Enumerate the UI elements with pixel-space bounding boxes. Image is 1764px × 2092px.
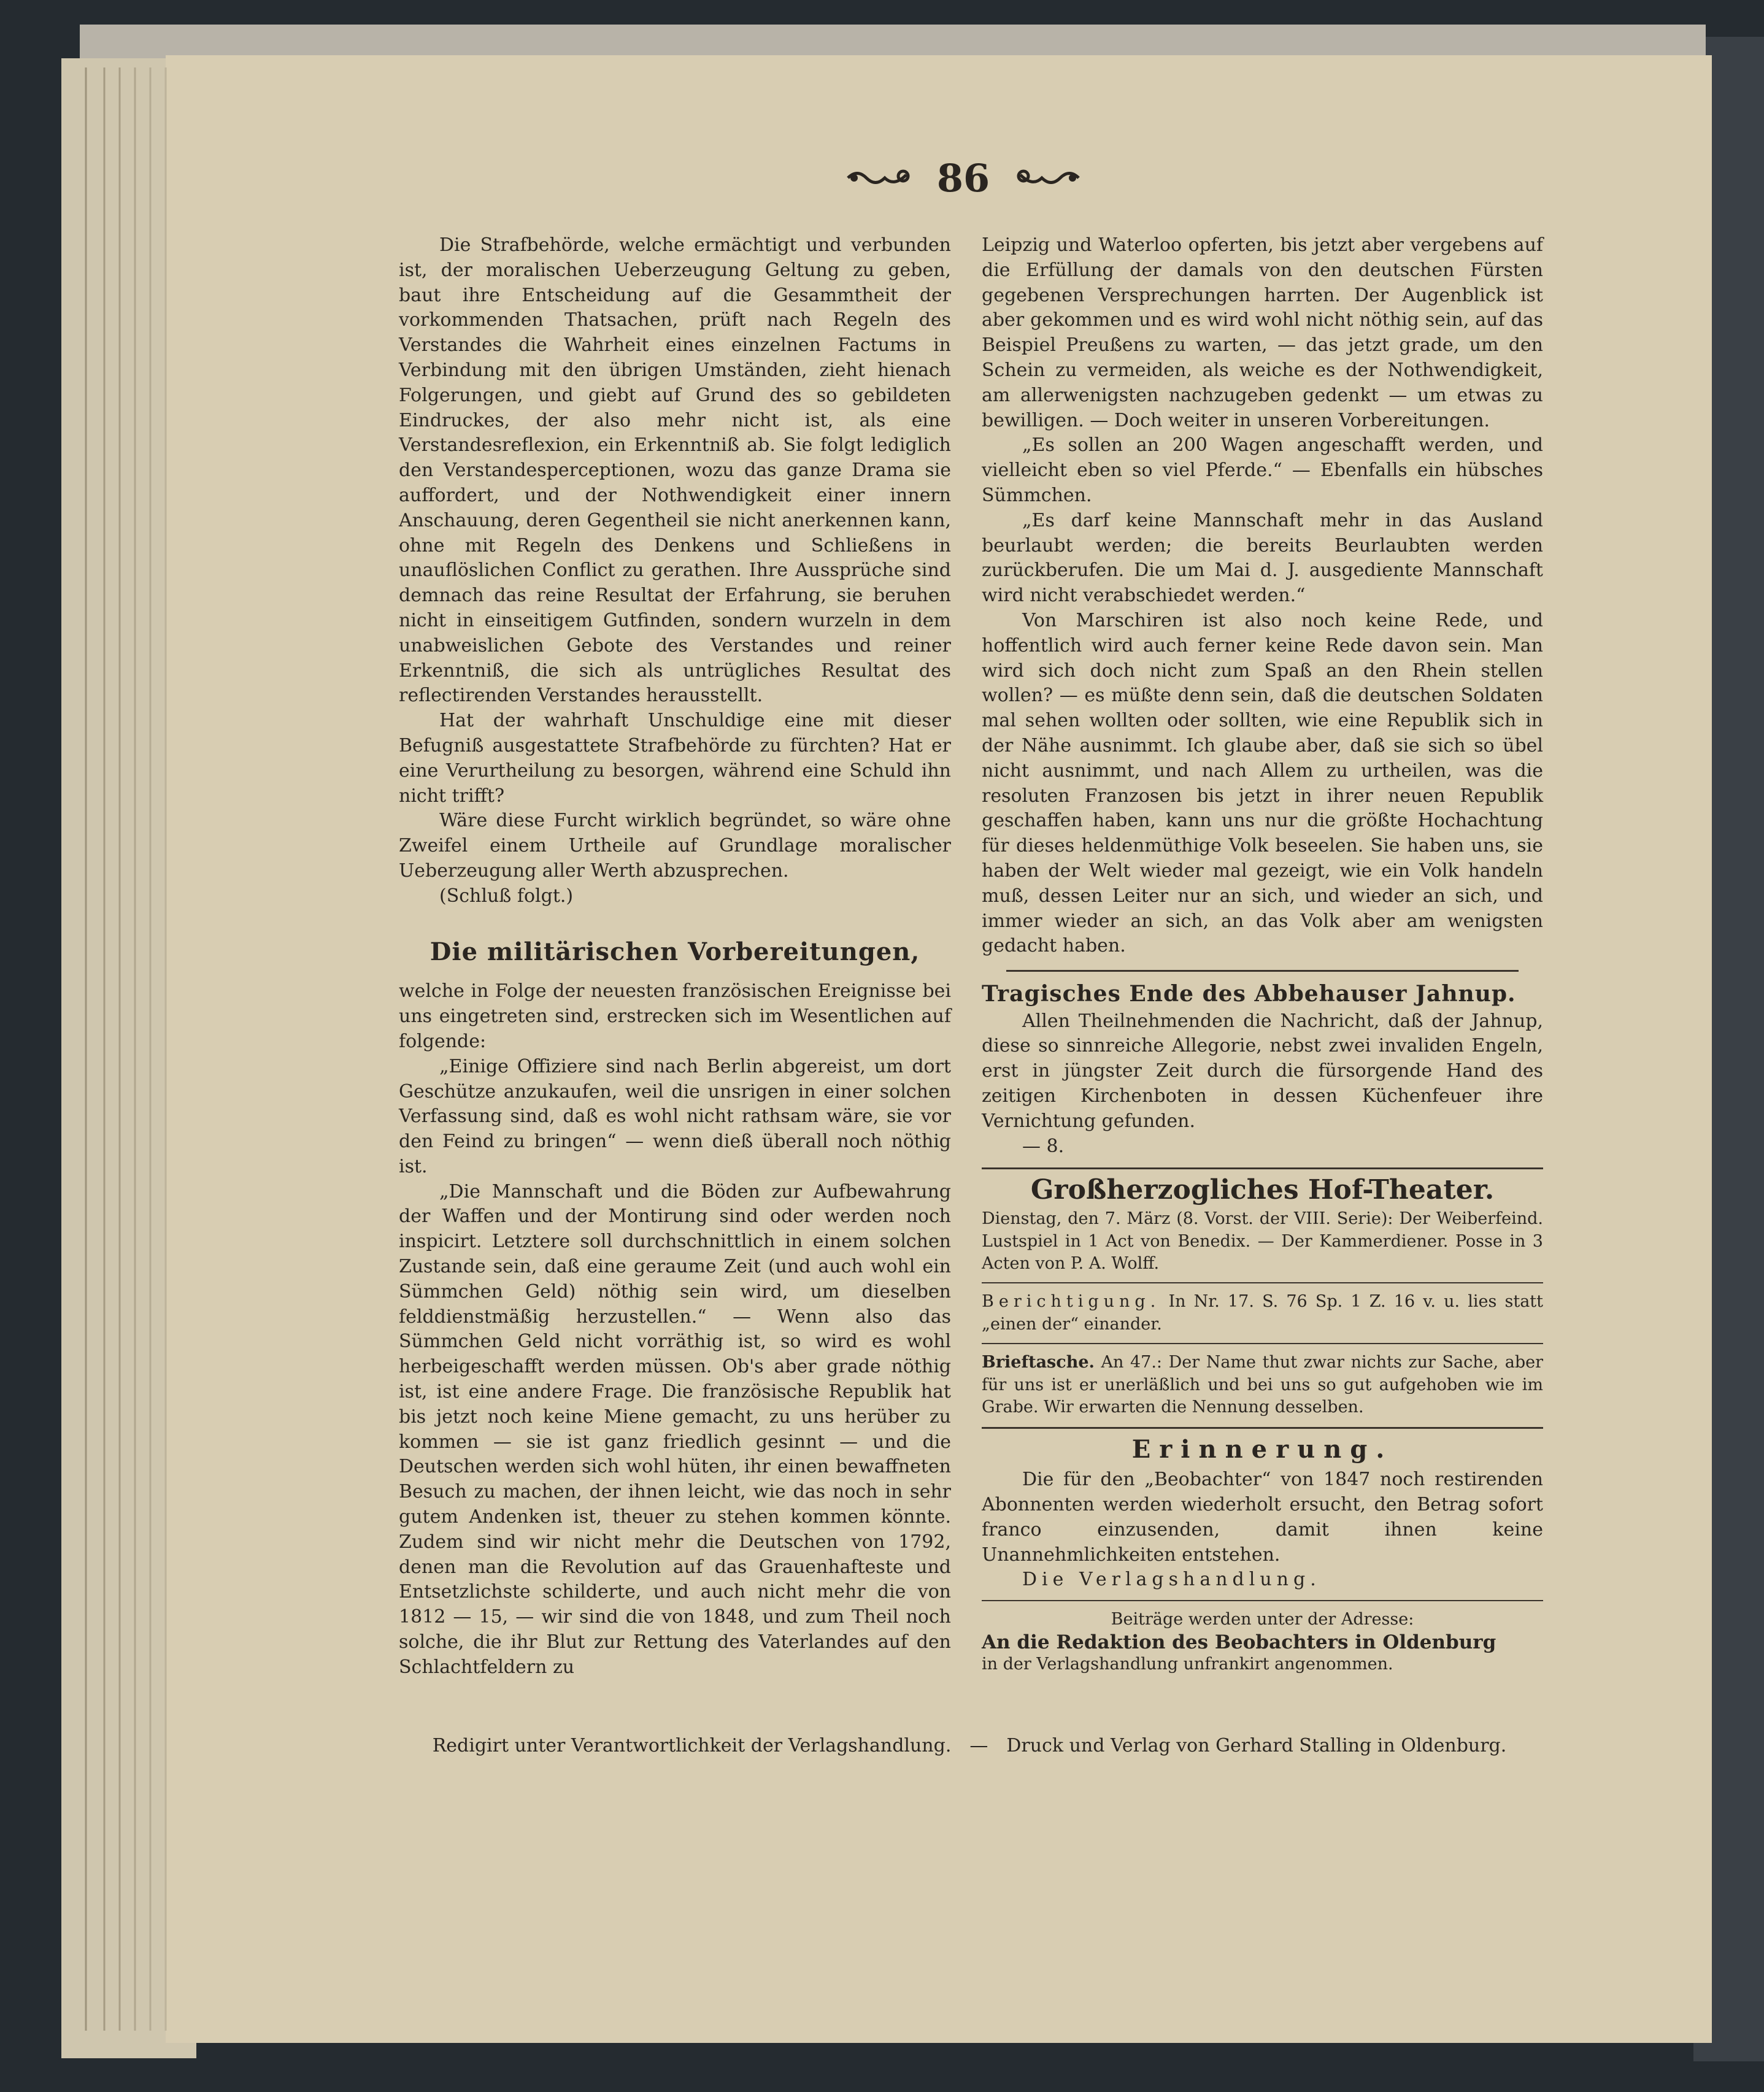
page-edges bbox=[61, 67, 184, 2031]
page-number: 86 bbox=[936, 155, 990, 201]
theater-title: Großherzogliches Hof-Theater. bbox=[1030, 1174, 1495, 1206]
erinnerung-title: Erinnerung. bbox=[1131, 1435, 1393, 1464]
ornament-right-icon bbox=[1014, 163, 1082, 193]
continuation-note: (Schluß folgt.) bbox=[439, 885, 574, 907]
paragraph: welche in Folge der neuesten französischen Ereignisse bei uns eingetreten sind, erstrecken sich im Wesentlichen auf folgende: bbox=[399, 980, 951, 1052]
footer-right: Druck und Verlag von Gerhard Stalling in Oldenburg. bbox=[1006, 1735, 1507, 1756]
divider bbox=[982, 1343, 1543, 1344]
left-column bbox=[399, 233, 951, 1680]
theater-notice bbox=[982, 1208, 1543, 1275]
brieftasche-notice bbox=[982, 1352, 1543, 1418]
erinnerung-text: Die für den „Beobachter“ von 1847 noch restirenden Abonnenten werden wiederholt ersucht, den Betrag sofort franco einzusenden, damit ihnen keine Unannehmlichkeiten entstehen. bbox=[982, 1469, 1543, 1566]
page-number-header bbox=[834, 153, 1092, 202]
paragraph: Leipzig und Waterloo opferten, bis jetzt aber vergebens auf die Erfüllung der damals von den deutschen Fürsten gegebenen Versprechungen harrten. Der Augenblick ist aber gekommen und es wird wohl nicht nöthig sein, auf das Beispiel Preußens zu warten, — das jetzt grade, um den Schein zu vermeiden, als weiche es der Nothwendigkeit, am allerwenigsten nachzugeben gedenkt — um etwas zu bewilligen. — Doch weiter in unseren Vorbereitungen. bbox=[982, 234, 1543, 431]
beitraege-notice bbox=[982, 1609, 1543, 1675]
divider bbox=[982, 1427, 1543, 1429]
divider bbox=[1006, 970, 1519, 972]
paragraph: „Einige Offiziere sind nach Berlin abgereist, um dort Geschütze anzukaufen, weil die unsrigen in einer solchen Verfassung sind, daß es wohl nicht rathsam wäre, sie vor den Feind zu bringen“ — wenn dieß überall noch nöthig ist. bbox=[399, 1055, 951, 1177]
paragraph: Von Marschiren ist also noch keine Rede, und hoffentlich wird auch ferner keine Rede davon sein. Man wird sich doch nicht zum Spaß an den Rhein stellen wollen? — es müßte denn sein, daß die deutschen Soldaten mal sehen wollten oder sollten, wie eine Republik sich in der Nähe ausnimmt. Ich glaube aber, daß sie sich so übel nicht ausnimmt, und nach Allem zu urtheilen, was die resoluten Franzosen bis jetzt in ihrer neuen Republik geschaffen haben, kann uns nur die größte Hochachtung für dieses heldenmüthige Volk beseelen. Sie haben uns, sie haben der Welt wieder mal gezeigt, wie ein Volk handeln muß, dessen Leiter nur an sich, und wieder an sich, und immer wieder an sich, an das Volk aber am wenigsten gedacht haben. bbox=[982, 609, 1543, 957]
beitraege-line: in der Verlagshandlung unfrankirt angenommen. bbox=[982, 1654, 1393, 1674]
brieftasche-label: Brieftasche. bbox=[982, 1353, 1095, 1372]
theater-text: Dienstag, den 7. März (8. Vorst. der VIII. Serie): Der Weiberfeind. Lustspiel in 1 Act von Benedix. — Der Kammerdiener. Posse in 3 Acten von P. A. Wolff. bbox=[982, 1209, 1543, 1273]
brieftasche-text: An 47.: Der Name thut zwar nichts zur Sache, aber für uns ist er unerläßlich und bei uns so gut aufgehoben wie im Grabe. Wir erwarten die Nennung desselben. bbox=[982, 1353, 1544, 1417]
berichtigung-text: In Nr. 17. S. 76 Sp. 1 Z. 16 v. u. lies statt „einen der“ einander. bbox=[982, 1292, 1543, 1334]
signature: — 8. bbox=[1022, 1135, 1065, 1157]
berichtigung-label: Berichtigung. bbox=[982, 1292, 1161, 1312]
divider bbox=[982, 1600, 1543, 1601]
paragraph: Hat der wahrhaft Unschuldige eine mit dieser Befugniß ausgestattete Strafbehörde zu fürchten? Hat er eine Verurtheilung zu besorgen, während eine Schuld ihn nicht trifft? bbox=[399, 710, 951, 807]
beitraege-address: An die Redaktion des Beobachters in Oldenburg bbox=[982, 1631, 1496, 1653]
ornament-left-icon bbox=[845, 163, 912, 193]
paragraph: Die Strafbehörde, welche ermächtigt und verbunden ist, der moralischen Ueberzeugung Geltung zu geben, baut ihre Entscheidung auf die Gesammtheit der vorkommenden Thatsachen, prüft nach Regeln des Verstandes die Wahrheit eines einzelnen Factums in Verbindung mit den übrigen Umständen, zieht hienach Folgerungen, und giebt auf Grund des so gebildeten Eindruckes, der also mehr nicht ist, als eine Verstandesreflexion, ein Erkenntniß ab. Sie folgt lediglich den Verstandesperceptionen, wozu das ganze Drama sie auffordert, und der Nothwendigkeit einer innern Anschauung, deren Gegentheil sie nicht anerkennen kann, ohne mit Regeln des Denkens und Schließens in unauflöslichen Conflict zu gerathen. Ihre Aussprüche sind demnach das reine Resultat der Erfahrung, sie beruhen nicht in einseitigem Gutfinden, sondern wurzeln in dem unabweislichen Gebote des Verstandes und reiner Erkenntniß, die sich als untrügliches Resultat des reflectirenden Verstandes herausstellt. bbox=[399, 234, 951, 707]
footer-left: Redigirt unter Verantwortlichkeit der Verlagshandlung. bbox=[432, 1735, 952, 1756]
erinnerung-signature: Die Verlagshandlung. bbox=[1022, 1569, 1321, 1591]
divider bbox=[982, 1167, 1543, 1169]
tragic-heading: Tragisches Ende des Abbehauser Jahnup. bbox=[982, 981, 1516, 1007]
paragraph: „Die Mannschaft und die Böden zur Aufbewahrung der Waffen und der Montirung sind oder werden noch inspicirt. Letztere soll durchschnittlich in einem solchen Zustande sein, daß eine geraume Zeit (und auch wohl ein Sümmchen Geld) nöthig sein wird, um dieselben felddienstmäßig herzustellen.“ — Wenn also das Sümmchen Geld nicht vorräthig ist, so wird es wohl herbeigeschafft werden müssen. Ob's aber grade nöthig ist, ist eine andere Frage. Die französische Republik hat bis jetzt noch keine Miene gemacht, zu uns herüber zu kommen — sie ist ganz friedlich gesinnt — und die Deutschen werden sich wohl hüten, ihr einen bewaffneten Besuch zu machen, der ihnen leicht, wie das noch in sehr gutem Andenken ist, theuer zu stehen kommen könnte. Zudem sind wir nicht mehr die Deutschen von 1792, denen man die Revolution auf das Grauenhafteste und Entsetzlichste schilderte, und auch nicht mehr die von 1812 — 15, — wir sind die von 1848, und zum Theil noch solche, die ihr Blut zur Rettung des Vaterlandes auf den Schlachtfeldern zu bbox=[399, 1180, 951, 1678]
paragraph: Wäre diese Furcht wirklich begründet, so wäre ohne Zweifel einem Urtheile auf Grundlage moralischer Ueberzeugung aller Werth abzusprechen. bbox=[399, 810, 951, 882]
paragraph: Allen Theilnehmenden die Nachricht, daß der Jahnup, diese so sinnreiche Allegorie, nebst zwei invaliden Engeln, erst in jüngster Zeit durch die fürsorgende Hand des zeitigen Kirchenboten in dessen Küchenfeuer ihre Vernichtung gefunden. bbox=[982, 1010, 1543, 1132]
paragraph: „Es sollen an 200 Wagen angeschafft werden, und vielleicht eben so viel Pferde.“ — Ebenfalls ein hübsches Sümmchen. bbox=[982, 434, 1543, 506]
right-column bbox=[982, 233, 1543, 1675]
divider bbox=[982, 1282, 1543, 1283]
paragraph: „Es darf keine Mannschaft mehr in das Ausland beurlaubt werden; die bereits Beurlaubten werden zurückberufen. Die um Mai d. J. ausgediente Mannschaft wird nicht verabschiedet werden.“ bbox=[982, 509, 1543, 607]
page-footer bbox=[417, 1735, 1522, 1756]
berichtigung-notice bbox=[982, 1291, 1543, 1336]
footer-dash: — bbox=[969, 1735, 988, 1756]
article-heading: Die militärischen Vorbereitungen, bbox=[429, 937, 920, 966]
beitraege-line: Beiträge werden unter der Adresse: bbox=[1111, 1610, 1414, 1629]
